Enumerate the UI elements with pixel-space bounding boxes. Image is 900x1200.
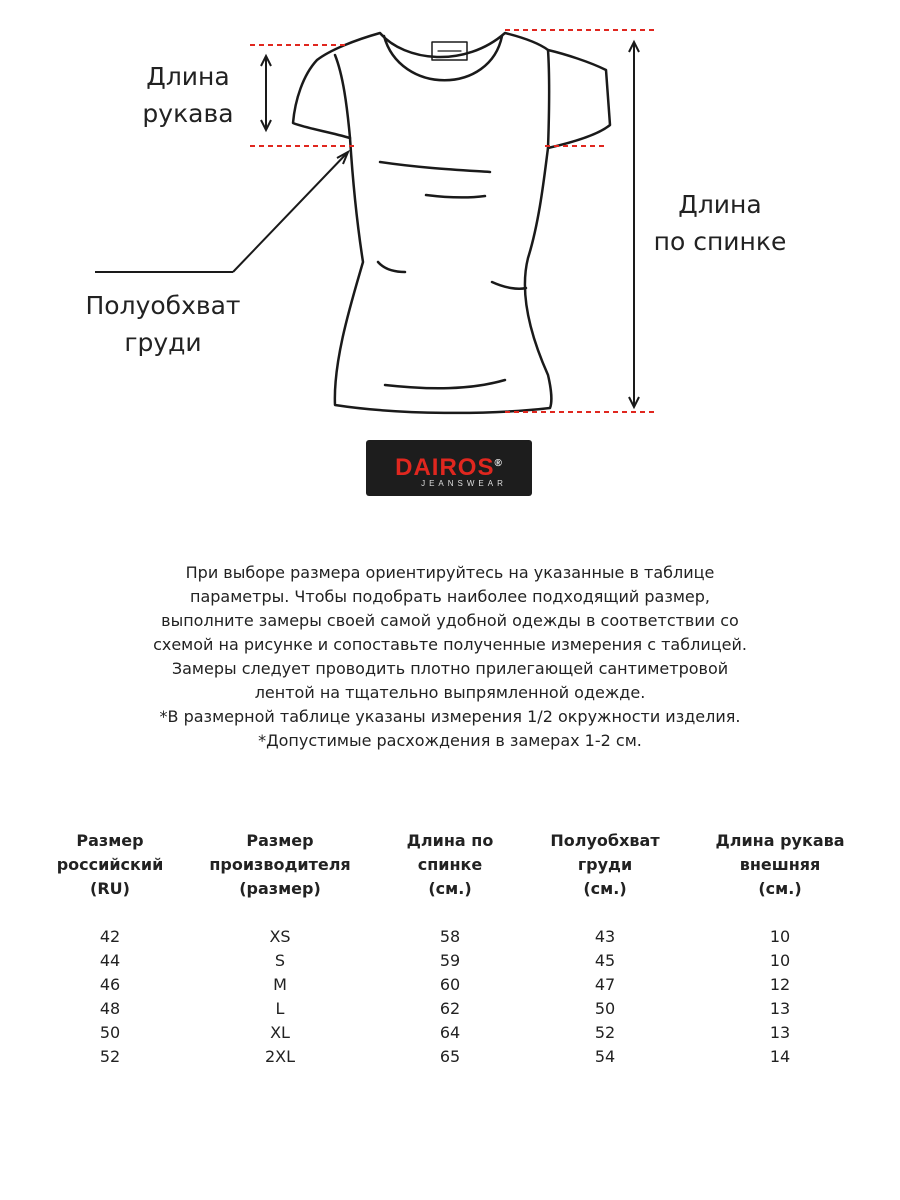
table-row	[30, 949, 880, 973]
cell-back: 60	[439, 975, 461, 994]
sleeve-arrow	[261, 56, 271, 130]
sleeve-length-label: Длина рукава	[142, 62, 234, 128]
header-ru-size: Размер российский (RU)	[56, 831, 164, 898]
cell-maker: XL	[270, 1023, 290, 1042]
cell-maker: 2XL	[264, 1047, 296, 1066]
table-header-row	[30, 829, 880, 925]
cell-ru: 52	[99, 1047, 121, 1066]
fold-waist-right	[492, 282, 526, 289]
chest-leader-line	[95, 152, 348, 272]
table-row	[30, 997, 880, 1021]
cell-maker: M	[273, 975, 287, 994]
instruction-line: лентой на тщательно выпрямленной одежде.	[254, 683, 646, 702]
cell-maker: S	[274, 951, 286, 970]
cell-ru: 48	[99, 999, 121, 1018]
cell-ru: 44	[99, 951, 121, 970]
logo-name: DAIROS®	[395, 454, 503, 481]
cell-back: 59	[439, 951, 461, 970]
chest-half-girth-label: Полуобхват груди	[85, 291, 241, 357]
cell-maker: L	[275, 999, 285, 1018]
instruction-line: *В размерной таблице указаны измерения 1/2 окружности изделия.	[159, 707, 741, 726]
tshirt-outline	[293, 33, 610, 413]
logo-tagline: JEANSWEAR	[421, 479, 507, 488]
header-back-length: Длина по спинке (см.)	[406, 831, 494, 898]
cell-ru: 50	[99, 1023, 121, 1042]
table-row	[30, 1021, 880, 1045]
cell-ru: 42	[99, 927, 121, 946]
cell-back: 64	[439, 1023, 461, 1042]
size-table	[30, 829, 880, 1069]
dairos-logo	[366, 440, 532, 496]
right-sleeve-seam	[548, 50, 549, 148]
header-maker-size: Размер производителя (размер)	[209, 831, 351, 898]
cell-sleeve: 12	[769, 975, 791, 994]
cell-sleeve: 10	[769, 951, 791, 970]
back-length-label: Длина по спинке	[653, 190, 787, 256]
cell-chest: 52	[594, 1023, 616, 1042]
table-row	[30, 1045, 880, 1069]
table-row	[30, 925, 880, 949]
fold-chest	[380, 162, 490, 172]
cell-chest: 47	[594, 975, 616, 994]
cell-chest: 50	[594, 999, 616, 1018]
left-sleeve-seam	[335, 55, 350, 138]
size-instructions	[120, 561, 780, 753]
table-row	[30, 973, 880, 997]
cell-back: 65	[439, 1047, 461, 1066]
cell-chest: 54	[594, 1047, 616, 1066]
cell-sleeve: 14	[769, 1047, 791, 1066]
instruction-line: параметры. Чтобы подобрать наиболее подходящий размер,	[189, 587, 710, 606]
instruction-line: схемой на рисунке и сопоставьте полученные измерения с таблицей.	[153, 635, 747, 654]
back-length-arrow	[629, 42, 639, 407]
fold-waist-left	[378, 262, 405, 272]
cell-sleeve: 10	[769, 927, 791, 946]
cell-sleeve: 13	[769, 999, 791, 1018]
cell-maker: XS	[269, 927, 291, 946]
cell-chest: 43	[594, 927, 616, 946]
cell-chest: 45	[594, 951, 616, 970]
header-chest: Полуобхват груди (см.)	[550, 831, 660, 898]
fold-mid	[426, 195, 485, 197]
cell-ru: 46	[99, 975, 121, 994]
instruction-line: При выборе размера ориентируйтесь на указанные в таблице	[185, 563, 715, 582]
instruction-line: выполните замеры своей самой удобной одежды в соответствии со	[161, 611, 739, 630]
header-sleeve-length: Длина рукава внешняя (см.)	[715, 831, 845, 898]
instruction-line: *Допустимые расхождения в замерах 1-2 см.	[258, 731, 642, 750]
instruction-line: Замеры следует проводить плотно прилегающей сантиметровой	[171, 659, 729, 678]
cell-back: 58	[439, 927, 461, 946]
cell-back: 62	[439, 999, 461, 1018]
cell-sleeve: 13	[769, 1023, 791, 1042]
tshirt-drawing	[293, 33, 610, 413]
fold-hem	[385, 380, 505, 388]
dashed-guides	[250, 30, 655, 412]
